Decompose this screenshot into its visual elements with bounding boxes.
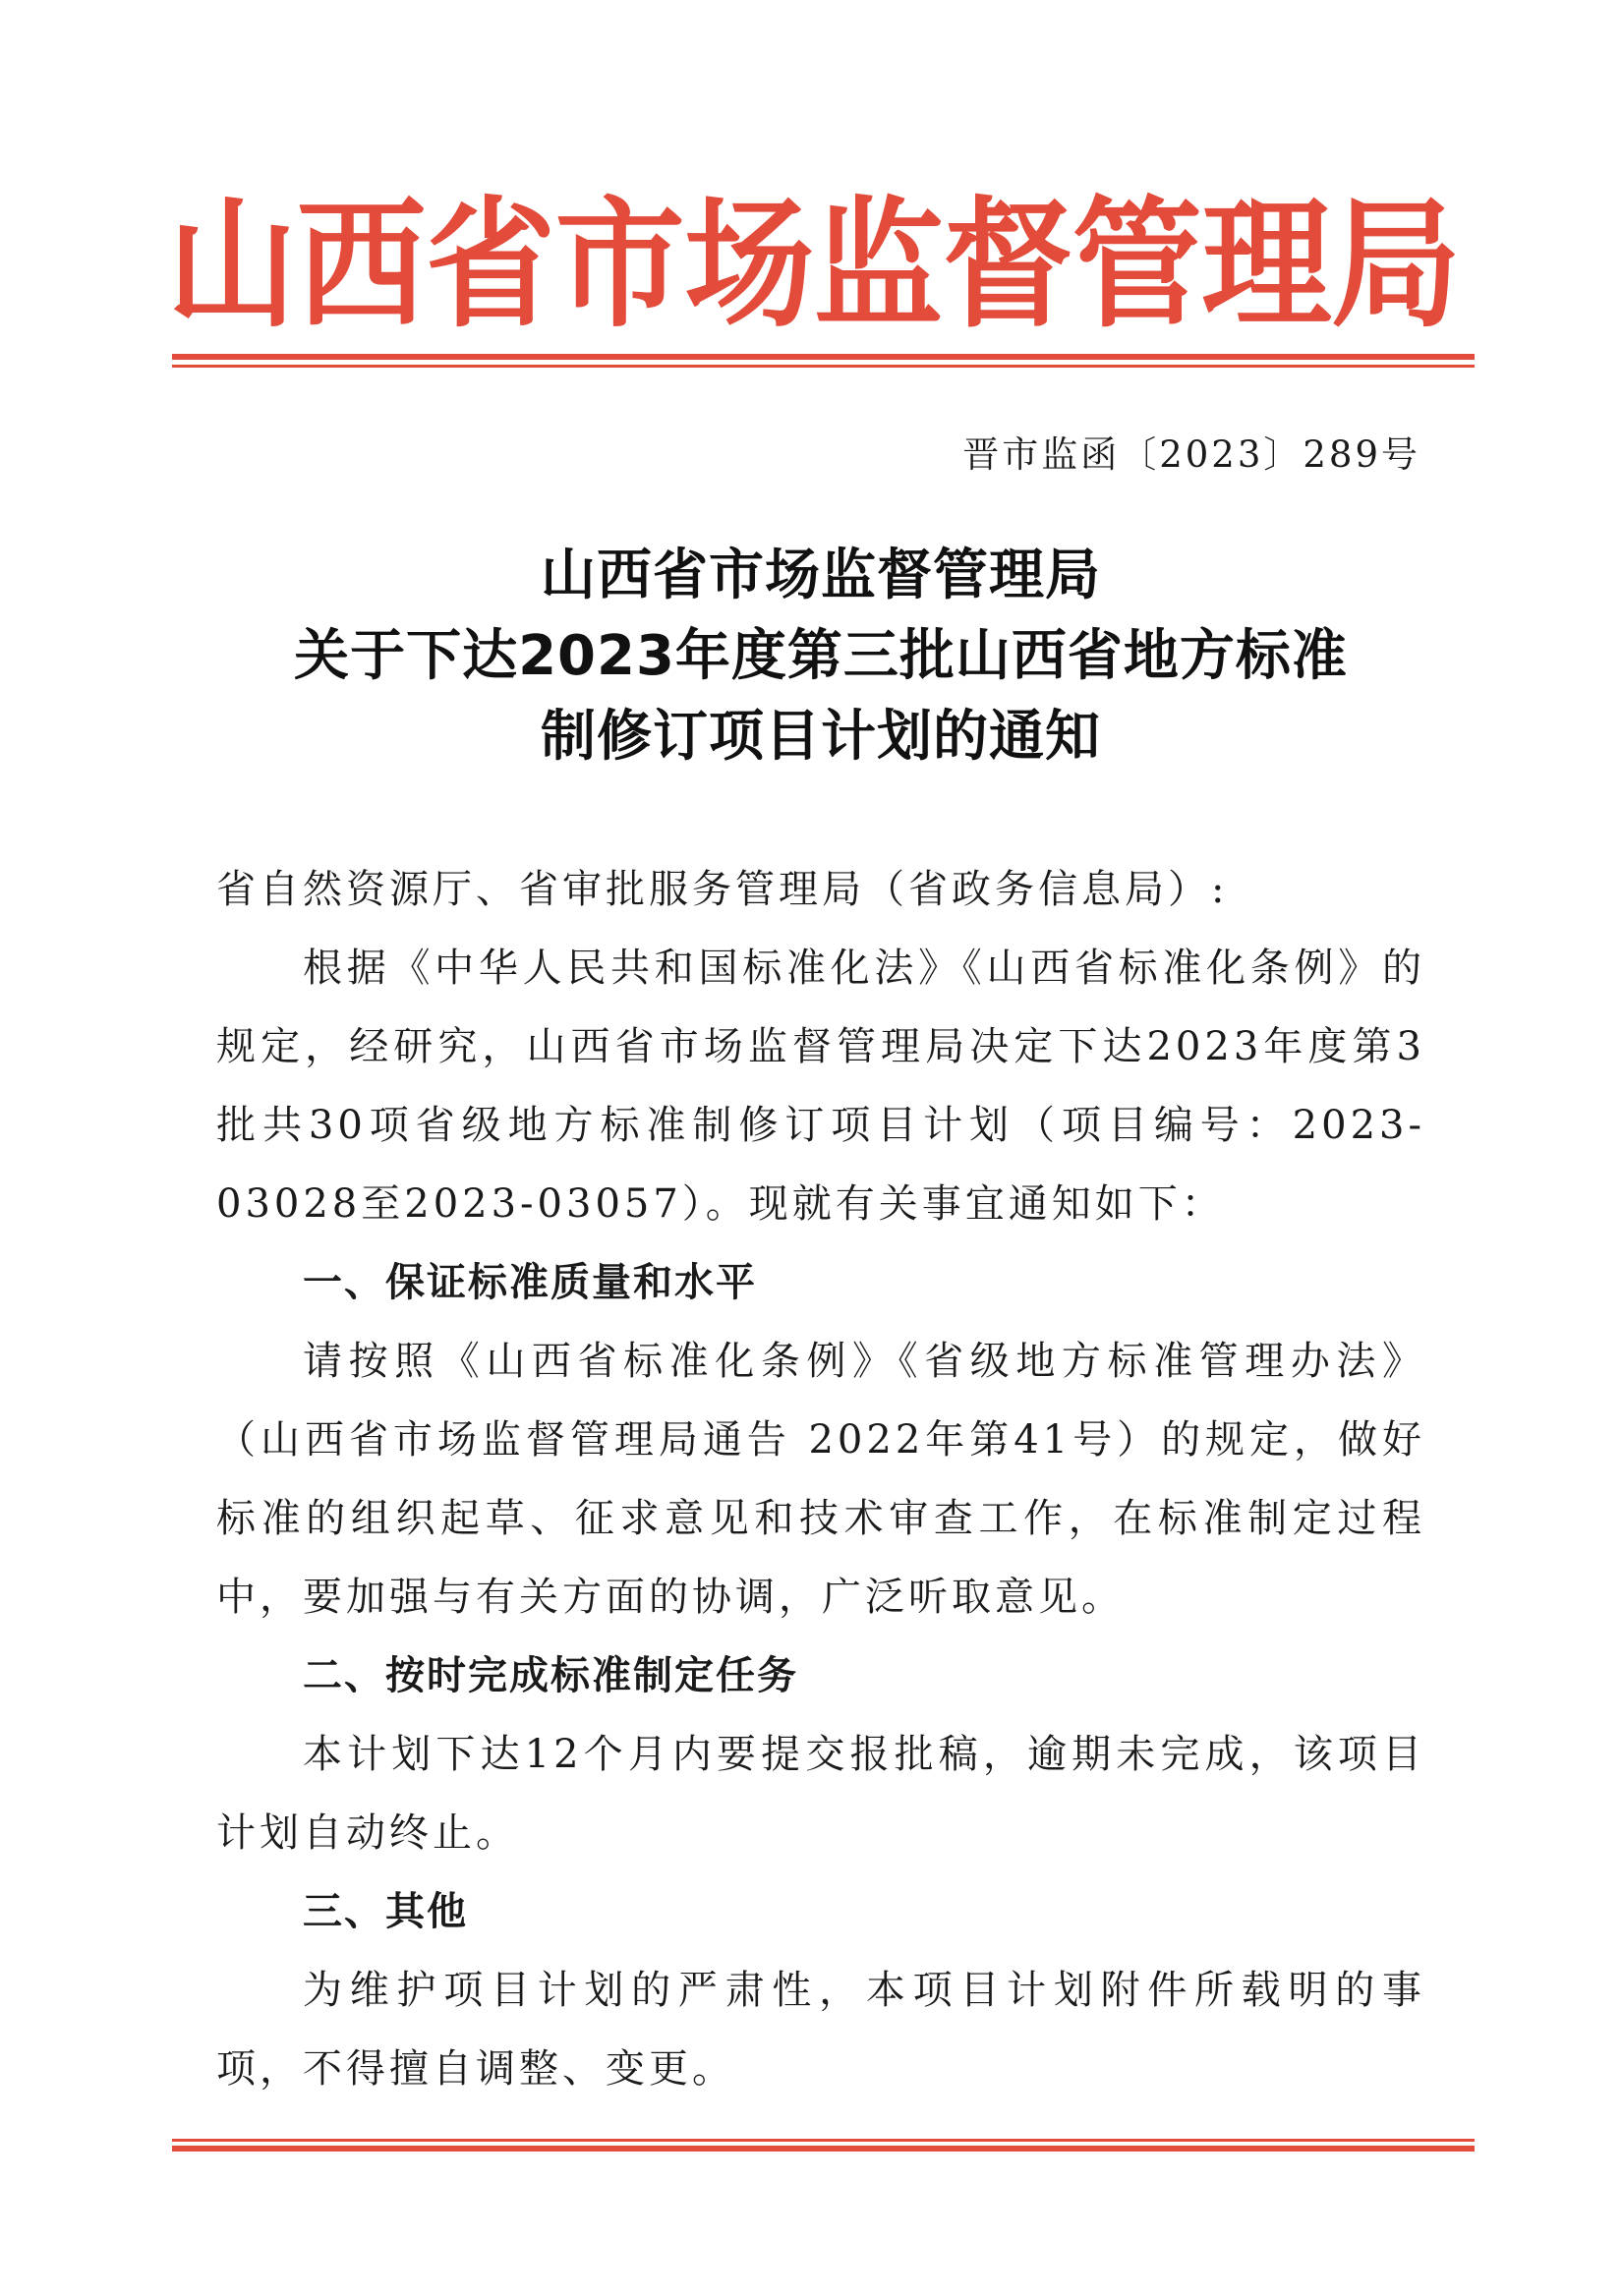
letterhead-char: 场 [684,183,815,348]
intro-paragraph: 根据《中华人民共和国标准化法》《山西省标准化条例》的规定，经研究，山西省市场监督管理局决定下达2023年度第3批共30项省级地方标准制修订项目计划（项目编号：2023-03028至2023-03057）。现就有关事宜通知如下： [216,946,1425,1227]
letterhead-char: 管 [1072,183,1202,348]
title-line-2: 关于下达2023年度第三批山西省地方标准 [294,624,1348,688]
document-body [216,850,1425,2108]
red-rule-top-thick [172,354,1475,360]
section-heading-2: 二、按时完成标准制定任务 [303,1653,798,1698]
letterhead-char: 省 [426,183,556,348]
document-number: 晋市监函〔2023〕289号 [962,433,1420,476]
red-rule-bottom-thin [172,2139,1475,2142]
red-rule-bottom-thick [172,2146,1475,2152]
title-line-1: 山西省市场监督管理局 [541,544,1101,607]
letterhead-char: 局 [1330,183,1461,348]
section-heading-3: 三、其他 [303,1889,468,1934]
document-title [172,536,1470,777]
letterhead-char: 山 [167,183,297,348]
letterhead-char: 监 [813,183,944,348]
title-line-3: 制修订项目计划的通知 [541,705,1101,769]
letterhead-char: 市 [554,183,685,348]
red-rule-top-thin [172,365,1475,368]
section-text-1: 请按照《山西省标准化条例》《省级地方标准管理办法》（山西省市场监督管理局通告 2022年第41号）的规定，做好标准的组织起草、征求意见和技术审查工作，在标准制定过程中，要加强与有关方面的协调，广泛听取意见。 [216,1339,1425,1620]
addressee: 省自然资源厅、省审批服务管理局（省政务信息局）: [216,867,1229,912]
letterhead [167,182,1461,349]
section-text-3: 为维护项目计划的严肃性，本项目计划附件所载明的事项，不得擅自调整、变更。 [216,1968,1425,2092]
letterhead-char: 西 [296,183,427,348]
letterhead-char: 理 [1201,183,1332,348]
section-heading-1: 一、保证标准质量和水平 [303,1260,757,1305]
letterhead-char: 督 [943,183,1073,348]
section-text-2: 本计划下达12个月内要提交报批稿，逾期未完成，该项目计划自动终止。 [216,1732,1425,1856]
